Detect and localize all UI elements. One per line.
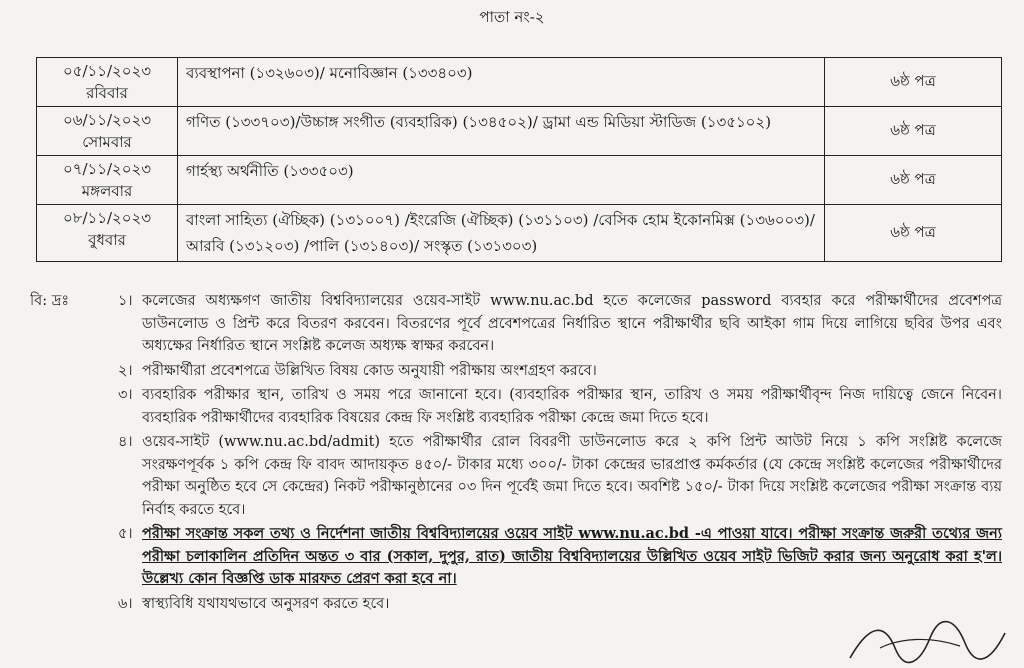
- schedule-day: সোমবার: [82, 133, 132, 151]
- note-text: ওয়েব-সাইট (www.nu.ac.bd/admit) হতে পরীক্ষার্থীর রোল বিবরণী ডাউনলোড করে ২ কপি প্রিন্ট আউট নিয়ে ১ কপি সংশ্লিষ্ট কলেজে সংরক্ষণপূর্বক ১ কপি কেন্দ্র ফি বাবদ আদায়কৃত ৪৫০/- টাকার মধ্যে ৩০০/- টাকা কেন্দ্রের ভারপ্রাপ্ত কর্মকর্তার (যে কেন্দ্রে সংশ্লিষ্ট কলেজের পরীক্ষার্থীদের পরীক্ষা অনুষ্ঠিত হবে সে কেন্দ্রের) নিকট পরীক্ষানুষ্ঠানের ০৩ দিন পূর্বেই জমা দিতে হবে। অবশিষ্ট ১৫০/- টাকা দিয়ে সংশ্লিষ্ট কলেজের পরীক্ষা সংক্রান্ত ব্যয় নির্বাহ করতে হবে।: [142, 434, 1002, 518]
- schedule-date-cell: [37, 107, 178, 156]
- note-item: [30, 384, 1002, 429]
- schedule-row: [37, 156, 1002, 205]
- note-number: ১।: [118, 293, 133, 309]
- schedule-row: [37, 205, 1002, 262]
- schedule-subjects: গার্হস্থ্য অর্থনীতি (১৩৩৫০৩): [178, 156, 825, 205]
- note-item: [30, 431, 1002, 521]
- note-text: কলেজের অধ্যক্ষগণ জাতীয় বিশ্ববিদ্যালয়ের ওয়েব-সাইট www.nu.ac.bd হতে কলেজের password ব্যবহার করে পরীক্ষার্থীদের প্রবেশপত্র ডাউনলোড ও প্রিন্ট করে বিতরণ করবেন। বিতরণের পূর্বে প্রবেশপত্রের নির্ধারিত স্থানে পরীক্ষার্থীর ছবি আইকা গাম দিয়ে লাগিয়ে ছবির উপর এবং অধ্যক্ষের নির্ধারিত স্থানে সংশ্লিষ্ট কলেজ অধ্যক্ষ স্বাক্ষর করবেন।: [142, 293, 1002, 354]
- signature-image: [840, 618, 1010, 668]
- note-item: [30, 523, 1002, 591]
- schedule-date-cell: [37, 156, 178, 205]
- note-text: পরীক্ষা সংক্রান্ত সকল তথ্য ও নির্দেশনা জাতীয় বিশ্ববিদ্যালয়ের ওয়েব সাইট www.nu.ac.bd -এ পাওয়া যাবে। পরীক্ষা সংক্রান্ত জরুরী তথ্যের জন্য পরীক্ষা চলাকালিন প্রতিদিন অন্তত ৩ বার (সকাল, দুপুর, রাত) জাতীয় বিশ্ববিদ্যালয়ের উল্লিখিত ওয়েব সাইট ভিজিট করার জন্য অনুরোধ করা হ'ল। উল্লেখ্য কোন বিজ্ঞপ্তি ডাক মারফত প্রেরণ করা হবে না।: [142, 525, 1002, 587]
- schedule-subjects: বাংলা সাহিত্য (ঐচ্ছিক) (১৩১০০৭) /ইংরেজি (ঐচ্ছিক) (১৩১১০৩) /বেসিক হোম ইকোনমিক্স (১৩৬০০৩)/ আরবি (১৩১২০৩) /পালি (১৩১৪০৩)/ সংস্কৃত (১৩১৩০৩): [178, 205, 825, 262]
- schedule-date: ০৫/১১/২০২৩: [62, 62, 152, 80]
- notes-section: [30, 290, 1002, 617]
- schedule-paper: ৬ষ্ঠ পত্র: [825, 156, 1002, 205]
- note-text: পরীক্ষার্থীরা প্রবেশপত্রে উল্লিখিত বিষয় কোড অনুযায়ী পরীক্ষায় অংশগ্রহণ করবে।: [142, 362, 597, 379]
- schedule-paper: ৬ষ্ঠ পত্র: [825, 205, 1002, 262]
- schedule-day: মঙ্গলবার: [81, 182, 133, 200]
- note-number: ৫।: [118, 526, 133, 542]
- note-number: ২।: [118, 362, 133, 379]
- schedule-subjects: ব্যবস্থাপনা (১৩২৬০৩)/ মনোবিজ্ঞান (১৩৩৪০৩): [178, 58, 825, 107]
- note-text: স্বাস্থ্যবিধি যথাযথভাবে অনুসরণ করতে হবে।: [142, 595, 390, 612]
- note-number: ৬।: [118, 595, 133, 612]
- page-number-title: পাতা নং-২: [479, 8, 545, 26]
- note-number: ৪।: [118, 434, 133, 450]
- schedule-date: ০৮/১১/২০২৩: [62, 209, 152, 227]
- schedule-paper: ৬ষ্ঠ পত্র: [825, 58, 1002, 107]
- note-item: [30, 290, 1002, 358]
- note-item: [30, 593, 1002, 616]
- schedule-row: [37, 58, 1002, 107]
- schedule-row: [37, 107, 1002, 156]
- schedule-date: ০৬/১১/২০২৩: [62, 111, 152, 129]
- note-text: ব্যবহারিক পরীক্ষার স্থান, তারিখ ও সময় পরে জানানো হবে। (ব্যবহারিক পরীক্ষার স্থান, তারিখ ও সময় পরীক্ষার্থীবৃন্দ নিজ দায়িত্বে জেনে নিবেন। ব্যবহারিক পরীক্ষার্থীদের ব্যবহারিক বিষয়ের কেন্দ্র ফি সংশ্লিষ্ট ব্যবহারিক পরীক্ষা কেন্দ্রে জমা দিতে হবে।: [142, 387, 1002, 426]
- schedule-date: ০৭/১১/২০২৩: [62, 160, 152, 178]
- schedule-subjects: গণিত (১৩৩৭০৩)/উচ্চাঙ্গ সংগীত (ব্যবহারিক) (১৩৪৫০২)/ ড্রামা এন্ড মিডিয়া স্টাডিজ (১৩৫১০২): [178, 107, 825, 156]
- exam-schedule-table: [36, 57, 1002, 262]
- schedule-day: বুধবার: [88, 231, 126, 249]
- schedule-day: রবিবার: [86, 84, 128, 102]
- notes-prefix: বি: দ্রঃ: [30, 293, 70, 309]
- note-item: [30, 360, 1002, 383]
- note-number: ৩।: [118, 387, 133, 403]
- schedule-paper: ৬ষ্ঠ পত্র: [825, 107, 1002, 156]
- schedule-date-cell: [37, 58, 178, 107]
- schedule-date-cell: [37, 205, 178, 262]
